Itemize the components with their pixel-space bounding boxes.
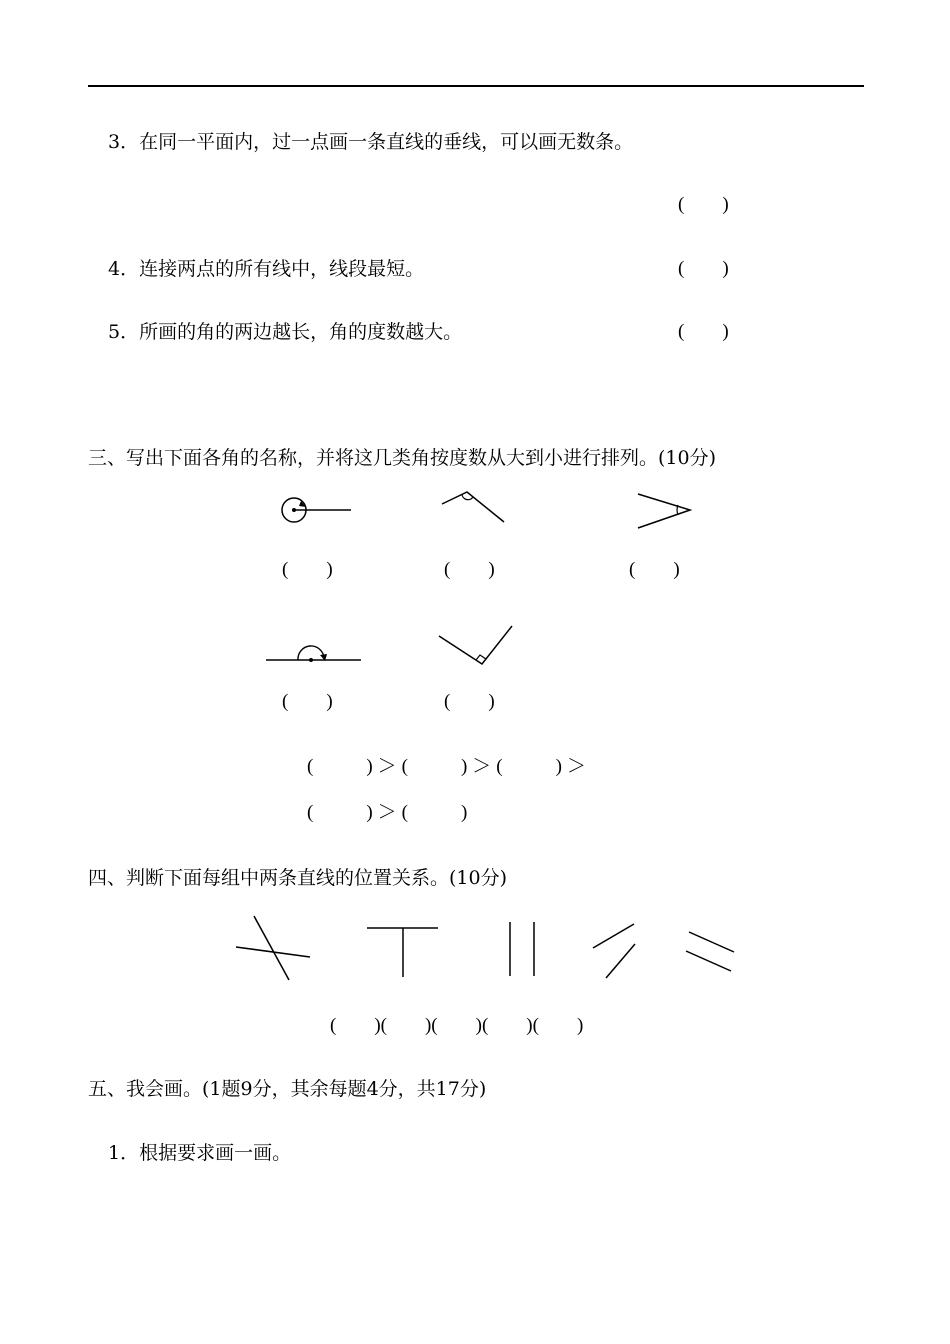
straight-angle-blank[interactable]: ( ): [282, 691, 333, 712]
item-4-answer-blank[interactable]: ( ): [678, 258, 729, 279]
item-3-number: 3．: [108, 131, 140, 153]
item-5-answer-blank[interactable]: ( ): [678, 321, 729, 342]
acute-angle-icon: [632, 490, 696, 534]
header-rule: [88, 85, 864, 87]
section-4-heading: 四、判断下面每组中两条直线的位置关系。(10分): [88, 867, 508, 889]
item-3: [108, 130, 633, 154]
order-line-1[interactable]: ( )＞( )＞( )＞: [307, 756, 591, 777]
round-angle-blank[interactable]: ( ): [282, 559, 333, 580]
acute-angle-blank[interactable]: ( ): [629, 559, 680, 580]
item-5-number: 5．: [108, 321, 140, 343]
item-3-text: 在同一平面内，过一点画一条直线的垂线，可以画无数条。: [139, 131, 634, 153]
item-4-text: 连接两点的所有线中，线段最短。: [139, 258, 425, 280]
section-5-item-1: 1．根据要求画一画。: [108, 1142, 292, 1164]
perpendicular-lines-icon: [364, 924, 442, 980]
position-relation-blanks[interactable]: ( )( )( )( )( ): [330, 1015, 584, 1036]
right-angle-icon: [436, 624, 516, 670]
parallel-lines-icon: [504, 920, 544, 980]
obtuse-angle-blank[interactable]: ( ): [444, 559, 495, 580]
round-angle-icon: [275, 492, 355, 532]
section-3-heading: 三、写出下面各角的名称，并将这几类角按度数从大到小进行排列。(10分): [88, 447, 717, 469]
parallel-slanted-lines-icon: [683, 928, 739, 976]
straight-angle-icon: [264, 640, 364, 668]
item-3-answer-blank[interactable]: ( ): [678, 194, 729, 215]
section-5-heading: 五、我会画。(1题9分，其余每题4分，共17分): [88, 1078, 487, 1100]
item-4: [108, 257, 424, 281]
item-5-text: 所画的角的两边越长，角的度数越大。: [139, 321, 463, 343]
intersecting-lines-icon: [232, 912, 314, 984]
obtuse-angle-icon: [438, 488, 510, 528]
item-4-number: 4．: [108, 258, 140, 280]
right-angle-blank[interactable]: ( ): [444, 691, 495, 712]
non-parallel-lines-icon: [588, 920, 640, 982]
order-line-2[interactable]: ( )＞( ): [307, 802, 473, 823]
item-5: [108, 320, 462, 344]
